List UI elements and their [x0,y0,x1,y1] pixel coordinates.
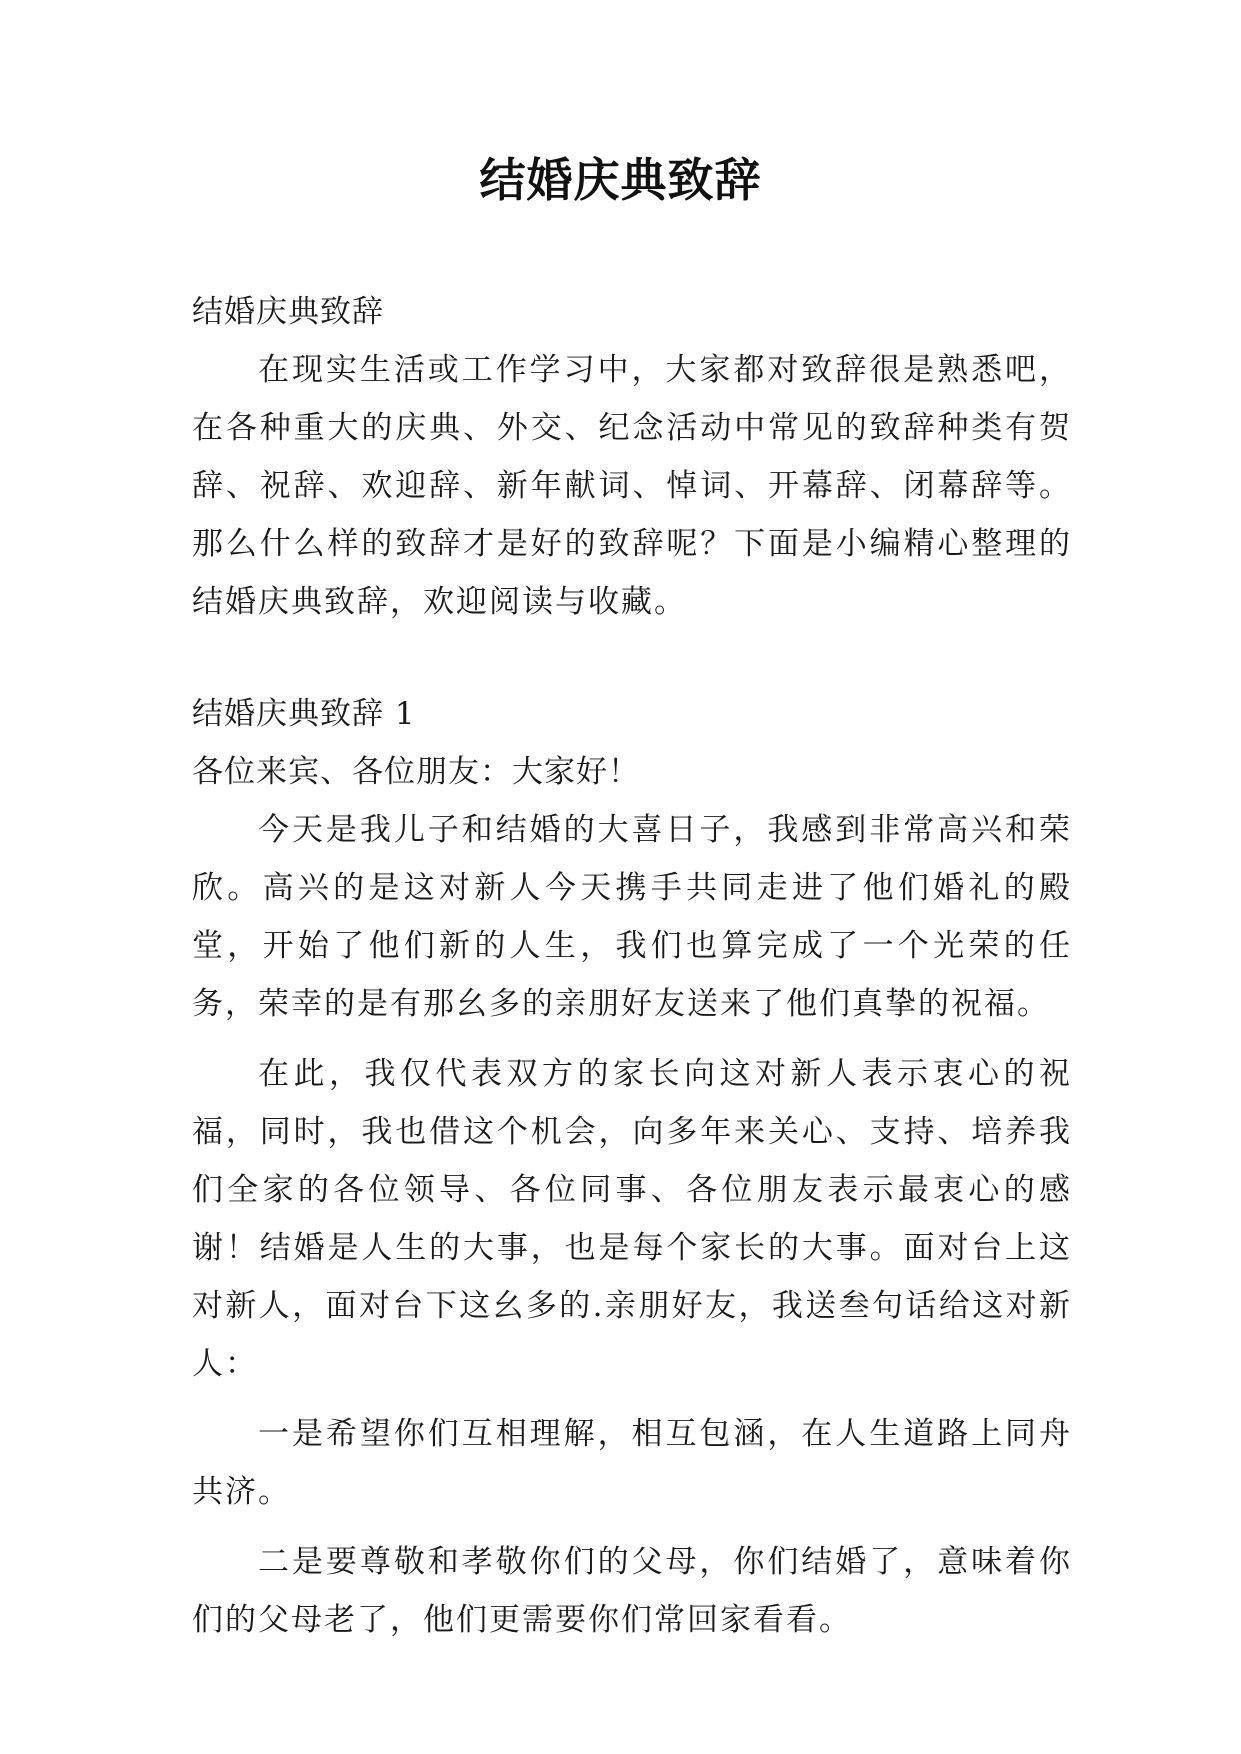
body-paragraph-4: 二是要尊敬和孝敬你们的父母，你们结婚了，意味着你们的父母老了，他们更需要你们常回家看看。 [192,1544,1072,1638]
document-body [192,283,1072,1649]
body-paragraph-3: 一是希望你们互相理解，相互包涵，在人生道路上同舟共济。 [192,1416,1072,1510]
body-paragraph-2: 在此，我仅代表双方的家长向这对新人表示衷心的祝福，同时，我也借这个机会，向多年来关心、支持、培养我们全家的各位领导、各位同事、各位朋友表示最衷心的感谢！结婚是人生的大事，也是每个家长的大事。面对台上这对新人，面对台下这幺多的.亲朋好友，我送叁句话给这对新人： [192,1056,1072,1382]
subtitle: 结婚庆典致辞 [192,294,384,330]
greeting-line: 各位来宾、各位朋友：大家好！ [192,754,640,790]
paragraph-spacer [192,1033,1072,1045]
paragraph-spacer [192,1521,1072,1533]
paragraph-spacer [192,1393,1072,1405]
document-title: 结婚庆典致辞 [479,153,762,207]
intro-paragraph: 在现实生活或工作学习中，大家都对致辞很是熟悉吧，在各种重大的庆典、外交、纪念活动中常见的致辞种类有贺辞、祝辞、欢迎辞、新年献词、悼词、开幕辞、闭幕辞等。那么什么样的致辞才是好的致辞呢？下面是小编精心整理的结婚庆典致辞，欢迎阅读与收藏。 [192,352,1072,620]
section-spacer [192,631,1072,685]
section-heading: 结婚庆典致辞 1 [192,696,416,732]
body-paragraph-1: 今天是我儿子和结婚的大喜日子，我感到非常高兴和荣欣。高兴的是这对新人今天携手共同走进了他们婚礼的殿堂，开始了他们新的人生，我们也算完成了一个光荣的任务，荣幸的是有那幺多的亲朋好友送来了他们真挚的祝福。 [192,812,1072,1022]
